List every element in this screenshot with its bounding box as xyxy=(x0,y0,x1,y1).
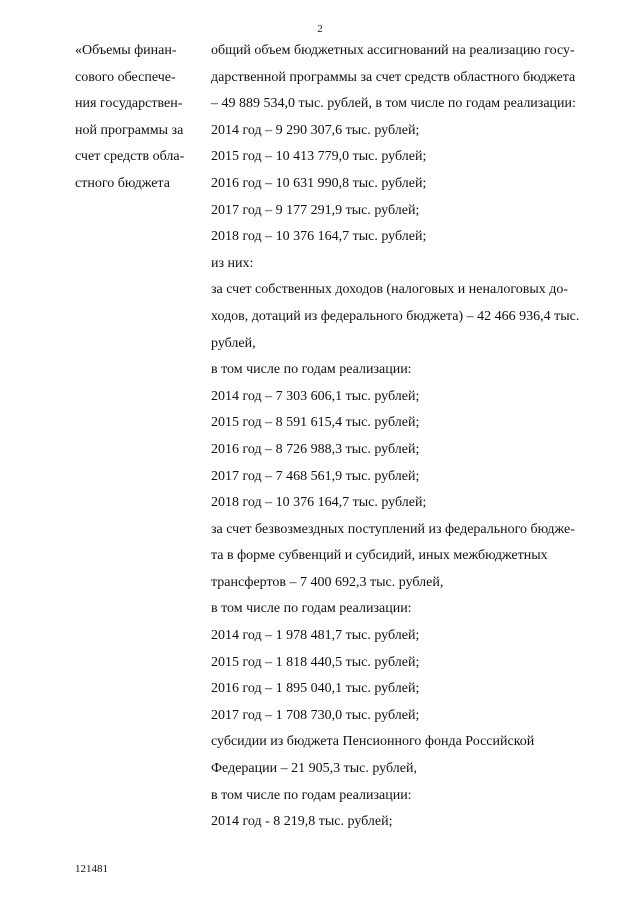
funding-line: 2017 год – 9 177 291,9 тыс. рублей; xyxy=(211,202,420,218)
section-label xyxy=(75,38,207,198)
section-label-line: ной программы за xyxy=(75,122,184,138)
funding-line: 2018 год – 10 376 164,7 тыс. рублей; xyxy=(211,495,427,511)
funding-line: 2014 год - 8 219,8 тыс. рублей; xyxy=(211,814,393,830)
funding-line: за счет собственных доходов (налоговых и неналоговых до- xyxy=(211,282,569,298)
funding-line: дарственной программы за счет средств областного бюджета xyxy=(211,69,576,85)
funding-line: 2017 год – 7 468 561,9 тыс. рублей; xyxy=(211,468,420,484)
funding-line: 2015 год – 8 591 615,4 тыс. рублей; xyxy=(211,415,420,431)
funding-line: субсидии из бюджета Пенсионного фонда Российской xyxy=(211,734,535,750)
funding-line: 2015 год – 10 413 779,0 тыс. рублей; xyxy=(211,149,427,165)
funding-line: 2015 год – 1 818 440,5 тыс. рублей; xyxy=(211,654,420,670)
funding-line: 2018 год – 10 376 164,7 тыс. рублей; xyxy=(211,229,427,245)
funding-line: та в форме субвенций и субсидий, иных межбюджетных xyxy=(211,548,548,564)
funding-line: Федерации – 21 905,3 тыс. рублей, xyxy=(211,761,417,777)
page-number: 2 xyxy=(317,23,323,35)
section-label-line: счет средств обла- xyxy=(75,149,185,165)
funding-line: общий объем бюджетных ассигнований на реализацию госу- xyxy=(211,43,575,58)
funding-line: в том числе по годам реализации: xyxy=(211,601,412,617)
section-label-line: стного бюджета xyxy=(75,175,170,191)
funding-line: из них: xyxy=(211,255,254,271)
funding-line: за счет безвозмездных поступлений из федерального бюдже- xyxy=(211,521,575,537)
funding-line: 2016 год – 1 895 040,1 тыс. рублей; xyxy=(211,681,420,697)
funding-line: 2017 год – 1 708 730,0 тыс. рублей; xyxy=(211,707,420,723)
document-code: 121481 xyxy=(75,863,108,875)
funding-line: рублей, xyxy=(211,335,256,351)
funding-line: 2014 год – 9 290 307,6 тыс. рублей; xyxy=(211,122,420,138)
section-label-line: «Объемы финан- xyxy=(75,43,177,58)
section-label-line: ния государствен- xyxy=(75,96,183,112)
funding-line: в том числе по годам реализации: xyxy=(211,787,412,803)
funding-line: 2016 год – 8 726 988,3 тыс. рублей; xyxy=(211,441,420,457)
funding-line: 2014 год – 7 303 606,1 тыс. рублей; xyxy=(211,388,420,404)
funding-line: в том числе по годам реализации: xyxy=(211,362,412,378)
funding-line: – 49 889 534,0 тыс. рублей, в том числе по годам реализации: xyxy=(211,96,576,112)
section-label-line: сового обеспече- xyxy=(75,69,176,85)
funding-line: 2016 год – 10 631 990,8 тыс. рублей; xyxy=(211,175,427,191)
funding-line: 2014 год – 1 978 481,7 тыс. рублей; xyxy=(211,628,420,644)
funding-line: ходов, дотаций из федерального бюджета) – 42 466 936,4 тыс. xyxy=(211,308,580,324)
funding-line: трансфертов – 7 400 692,3 тыс. рублей, xyxy=(211,574,444,590)
funding-details xyxy=(211,38,623,836)
